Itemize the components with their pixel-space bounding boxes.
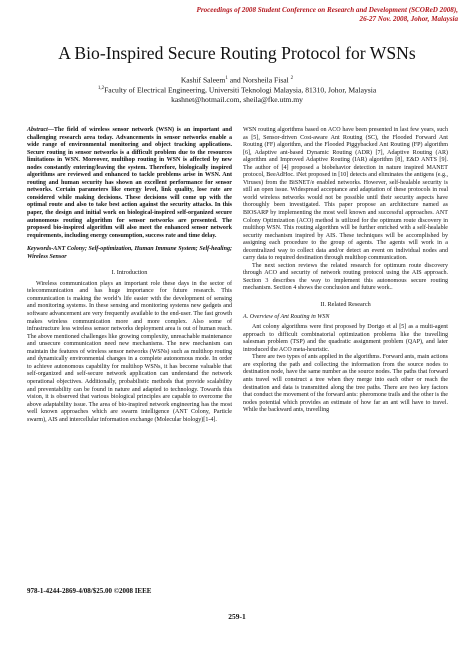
section-heading-related: II. Related Research <box>320 301 371 309</box>
right-paragraph-1: WSN routing algorithms based on ACO have been presented in last few years, such as [5], Sensor-driven Cost-aware Ant Routing (SC), the Flooded Forward Ant Routing (FF) algorithm, and the Flooded Piggybacked Ant Routing (FP) algorithm [6], Adaptive ant-based Dynamic Routing (ADR) [7], Adaptive Routing (AR) algorithm and Improved Adaptive Routing (IAR) algorithm [8], E&D ANTS [9]. The author of [4] proposed a biobehavior detection in nature inspired MANET protocol, BeeAdHoc. iNet proposed in [10] detects and eliminates the antigens (e.g., Viruses) from the BiSNET/e enabled networks. However, self-healable security is still an open issue. Widespread acceptance and adaptation of these protocols in real world wireless networks would not be possible until their security aspects have thoroughly been investigated. This paper propose an architecture named as BIOSARP by implementing the most well known and successful approaches. ANT Colony Optimization (ACO) method is utilized for the optimum route discovery in multihop WSN. This routing algorithm will be further enriched with a self-healable security mechanism inspired by AIS. These techniques will be accomplished by assigning each procedure to the group of agents. The agents will work in a decentralized way to collect data and/or detect an event on individual nodes and carry data to required destination through multihop communication. <box>243 127 448 262</box>
abstract-label: Abstract <box>27 127 48 133</box>
author-2: and Norsheila Fisal <box>227 75 291 85</box>
author-2-sup: 2 <box>290 76 294 81</box>
author-emails: kashnet@hotmail.com, sheila@fke.utm.my <box>171 94 303 104</box>
author-names <box>0 75 474 85</box>
section-heading-introduction: I. Introduction <box>111 269 148 277</box>
paper-title: A Bio-Inspired Secure Routing Protocol for WSNs <box>58 43 416 63</box>
right-paragraph-4: There are two types of ants applied in the algorithms. Forward ants, main actions are exploring the path and collecting the information from the source nodes to destination node, have the same number as the source nodes. The paths that forward ants travel will construct a tree when they merge into each other or reach the destination and data is transmitted along the tree paths. There are two key factors that conduct the movement of the forward ants: pheromone trails and the other is the nodes potential which provides an estimate of how far an ant will have to travel. While the backward ants, travelling <box>243 354 448 414</box>
proceedings-line-2: 26-27 Nov. 2008, Johor, Malaysia <box>359 15 458 23</box>
proceedings-line-1: Proceedings of 2008 Student Conference on Research and Development (SCOReD 2008), <box>196 6 458 14</box>
proceedings-header <box>98 6 458 24</box>
right-column <box>243 127 448 415</box>
subsection-heading-ant-routing: A. Overview of Ant Routing in WSN <box>243 313 330 320</box>
author-block <box>0 75 474 104</box>
intro-paragraph-1: Wireless communication plays an important role these days in the sector of telecommunication and has huge importance for future research. This communication is making the world’s life easier with the development of sensing and monitoring systems. In these sensing and monitoring systems new gadgets and software advancement are very frequently available to the end-user. The fast growth makes wireless communication more and more complex. Also some of infrastructure less wireless sensor networks deployment area is out of human reach. The above mentioned challenges like growing complexity, unreachable maintenance and unsecure communication need new mechanisms. The new mechanism can maintain the features of wireless sensor networks (WSNs) such as multihop routing and dynamically environmental changes in a complete autonomous mode. In order to achieve autonomous capability for multihop WSNs, it has become valuable that self-organized and self-secure network application can understand the network operational objectives. Additionally, probabilistic methods that provide scalability and preventability can be found in nature and adapted to technology. Towards this vision, it is observed that various biological principles are capable to overcome the above adaptability issue. The area of bio-inspired network engineering has the most well known approaches which are swarm intelligence (ANT Colony, Particle swarm), AIS and intercellular information exchange (Molecular biology)[1-4]. <box>27 280 232 423</box>
affiliation-text: Faculty of Electrical Engineering, Universiti Teknologi Malaysia, 81310, Johor, Malaysia <box>104 85 377 95</box>
keywords: Keywords-ANT Colony; Self-optimization, Human Immune System; Self-healing; Wireless Sensor <box>27 246 232 260</box>
abstract-text: —The field of wireless sensor network (WSN) is an important and challenging research area today. Advancements in sensor networks enable a wide range of environmental monitoring and object tracking applications. Secure routing in sensor networks is a difficult problem due to the resources limitations in WSN. Moreover, multihop routing in WSN is affected by new nodes constantly entering/leaving the system. Therefore, biologically inspired algorithms are reviewed and enhanced to tackle problems arise in WSN. Ant routing and human security has shown an excellent performance for sensor networks. Certain parameters like energy level, link quality, lose rate are considered while making decisions. These decisions will come up with the optimal route and also to take best action against the security attacks. In this paper, the design and initial work on biological-inspired self-organized secure autonomous routing algorithm for sensor networks are presented. The proposed bio-inspired algorithm will also meet the enhanced sensor network requirements, including energy consumption, success rate and time delay. <box>27 127 232 239</box>
author-1-sup: 1 <box>225 76 228 81</box>
right-paragraph-2: The next section reviews the related research for optimum route discovery through ACO and security of network routing protocol using the AIS approach. Section 3 describes the way to implement this autonomous secure routing mechanism. Section 4 shows the conclusion and future work.. <box>243 262 448 292</box>
page-number: 259-1 <box>228 612 246 621</box>
abstract <box>27 127 232 240</box>
author-1: Kashif Saleem <box>180 75 226 85</box>
affiliation-sup: 1,2 <box>97 86 105 92</box>
isbn-copyright: 978-1-4244-2869-4/08/$25.00 ©2008 IEEE <box>27 587 152 595</box>
right-paragraph-3: Ant colony algorithms were first proposed by Dorigo et al [5] as a multi-agent approach to difficult combinatorial optimization problems like the travelling salesman problem (TSP) and the quadratic assignment problem (QAP), and later introduced the ACO meta-heuristic. <box>243 324 448 353</box>
left-column <box>27 127 232 424</box>
